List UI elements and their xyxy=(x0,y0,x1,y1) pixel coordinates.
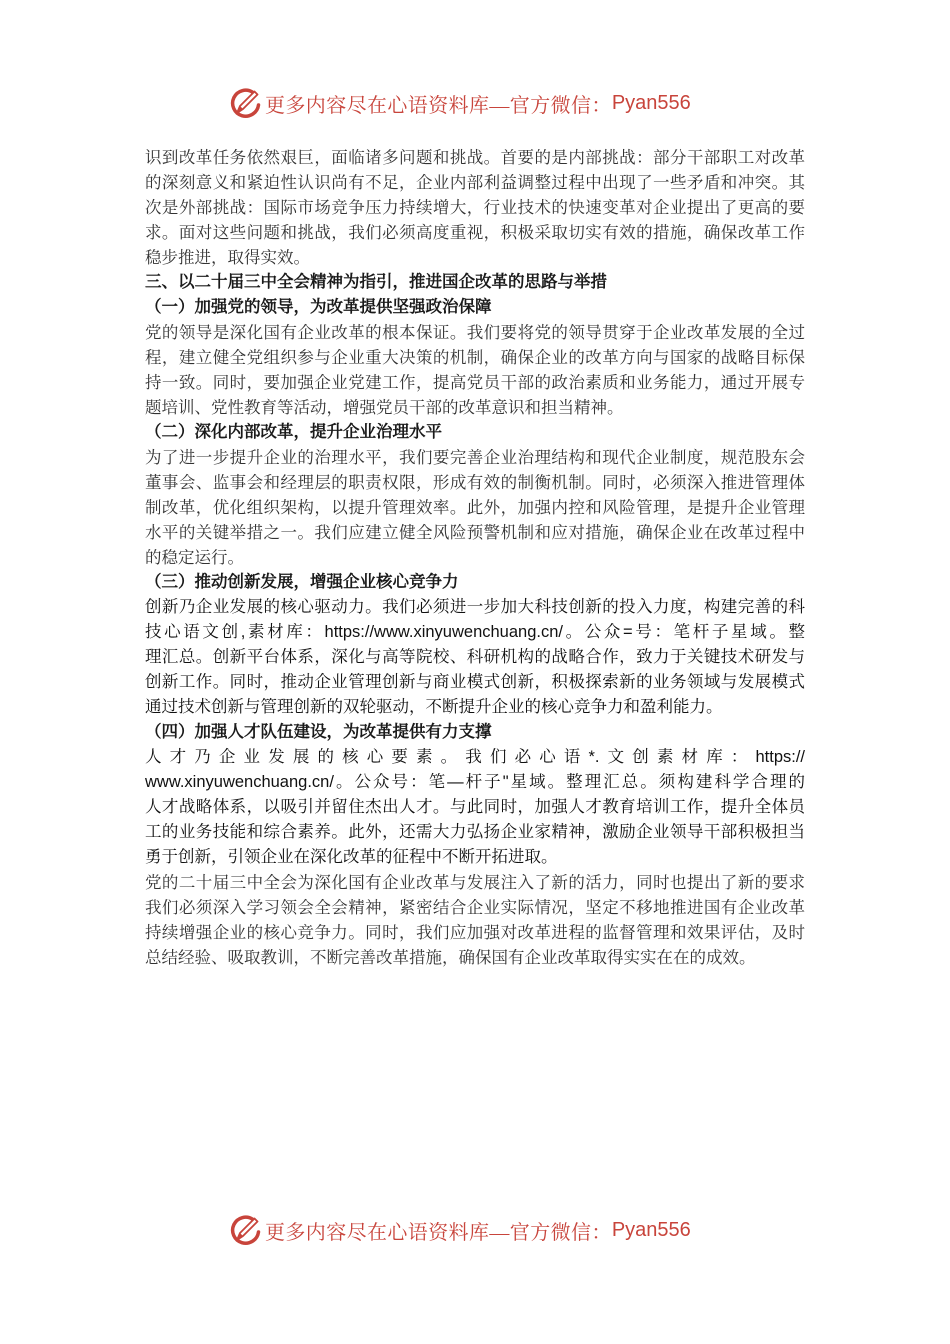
footer-watermark xyxy=(228,1213,691,1247)
text-line: 人才战略体系，以吸引并留住杰出人才。与此同时，加强人才教育培训工作，提升全体员 xyxy=(145,798,805,816)
conclusion-paragraph xyxy=(145,870,805,970)
text-line: 的稳定运行。 xyxy=(145,548,244,567)
intro-paragraph xyxy=(145,145,805,270)
text-line: 人才乃企业发展的核心要素。我们必心语*.文创素材库：https:// xyxy=(145,748,805,766)
text-line: 题培训、党性教育等活动，增强党员干部的改革意识和担当精神。 xyxy=(145,398,624,417)
subsection-3 xyxy=(145,570,805,720)
text-line: 程，建立健全党组织参与企业重大决策的机制，确保企业的改革方向与国家的战略目标保 xyxy=(145,348,805,367)
text-line: 次是外部挑战：国际市场竞争压力持续增大，行业技术的快速变革对企业提出了更高的要 xyxy=(145,198,805,217)
subsection-heading: （三）推动创新发展，增强企业核心竞争力 xyxy=(145,573,459,591)
text-line: www.xinyuwenchuang.cn/。公众号：笔—杆子"星域。整理汇总。须构建科学合理的 xyxy=(145,773,805,791)
text-line: 的深刻意义和紧迫性认识尚有不足，企业内部利益调整过程中出现了一些矛盾和冲突。其 xyxy=(145,173,805,192)
text-line: 工的业务技能和综合素养。此外，还需大力弘扬企业家精神，激励企业领导干部积极担当 xyxy=(145,823,805,841)
watermark-wechat-id: Pyan556 xyxy=(611,91,691,114)
watermark-wechat-id: Pyan556 xyxy=(611,1218,691,1241)
text-line: 我们必须深入学习领会全会精神，紧密结合企业实际情况，坚定不移地推进国有企业改革 xyxy=(145,898,805,917)
text-line: 理汇总。创新平台体系，深化与高等院校、科研机构的战略合作，致力于关键技术研发与 xyxy=(145,648,805,666)
text-line: 勇于创新，引领企业在深化改革的征程中不断开拓进取。 xyxy=(145,848,558,866)
text-line: 求。面对这些问题和挑战，我们必须高度重视，积极采取切实有效的措施，确保改革工作 xyxy=(145,223,805,242)
text-line: 水平的关键举措之一。我们应建立健全风险预警机制和应对措施，确保企业在改革过程中 xyxy=(145,523,805,542)
watermark-label: 更多内容尽在心语资料库—官方微信： xyxy=(265,1221,612,1244)
text-line: 创新工作。同时，推动企业管理创新与商业模式创新，积极探索新的业务领域与发展模式 xyxy=(145,673,805,691)
text-line: 董事会、监事会和经理层的职责权限，形成有效的制衡机制。同时，必须深入推进管理体 xyxy=(145,473,805,492)
subsection-heading: （一）加强党的领导，为改革提供坚强政治保障 xyxy=(145,298,492,316)
text-line: 持续增强企业的核心竞争力。同时，我们应加强对改革进程的监督管理和效果评估，及时 xyxy=(145,923,805,942)
subsection-2 xyxy=(145,420,805,570)
text-line: 技心语文创,素材库：https://www.xinyuwenchuang.cn/。公众=号：笔杆子星域。整 xyxy=(145,623,805,641)
text-line: 党的领导是深化国有企业改革的根本保证。我们要将党的领导贯穿于企业改革发展的全过 xyxy=(145,323,805,342)
subsection-4 xyxy=(145,720,805,870)
header-watermark xyxy=(228,86,691,120)
text-line: 制改革，优化组织架构，以提升管理效率。此外，加强内控和风险管理，是提升企业管理 xyxy=(145,498,805,517)
text-line: 持一致。同时，要加强企业党建工作，提高党员干部的政治素质和业务能力，通过开展专 xyxy=(145,373,805,392)
pen-circle-logo-icon xyxy=(228,86,262,120)
subsection-1 xyxy=(145,295,805,420)
text-line: 识到改革任务依然艰巨，面临诸多问题和挑战。首要的是内部挑战：部分干部职工对改革 xyxy=(145,148,805,167)
text-line: 总结经验、吸取教训，不断完善改革措施，确保国有企业改革取得实实在在的成效。 xyxy=(145,948,756,967)
text-line: 稳步推进，取得实效。 xyxy=(145,248,310,267)
subsection-heading: （二）深化内部改革，提升企业治理水平 xyxy=(145,423,442,441)
text-line: 党的二十届三中全会为深化国有企业改革与发展注入了新的活力，同时也提出了新的要求 xyxy=(145,873,805,892)
text-line: 为了进一步提升企业的治理水平，我们要完善企业治理结构和现代企业制度，规范股东会 xyxy=(145,448,805,467)
subsection-heading: （四）加强人才队伍建设，为改革提供有力支撑 xyxy=(145,723,492,741)
text-line: 创新乃企业发展的核心驱动力。我们必须进一步加大科技创新的投入力度，构建完善的科 xyxy=(145,598,805,616)
watermark-label: 更多内容尽在心语资料库—官方微信： xyxy=(265,94,612,117)
section-heading: 三、以二十届三中全会精神为指引，推进国企改革的思路与举措 xyxy=(145,273,607,291)
document-body xyxy=(145,145,805,970)
pen-circle-logo-icon xyxy=(228,1213,262,1247)
text-line: 通过技术创新与管理创新的双轮驱动，不断提升企业的核心竞争力和盈利能力。 xyxy=(145,698,723,716)
